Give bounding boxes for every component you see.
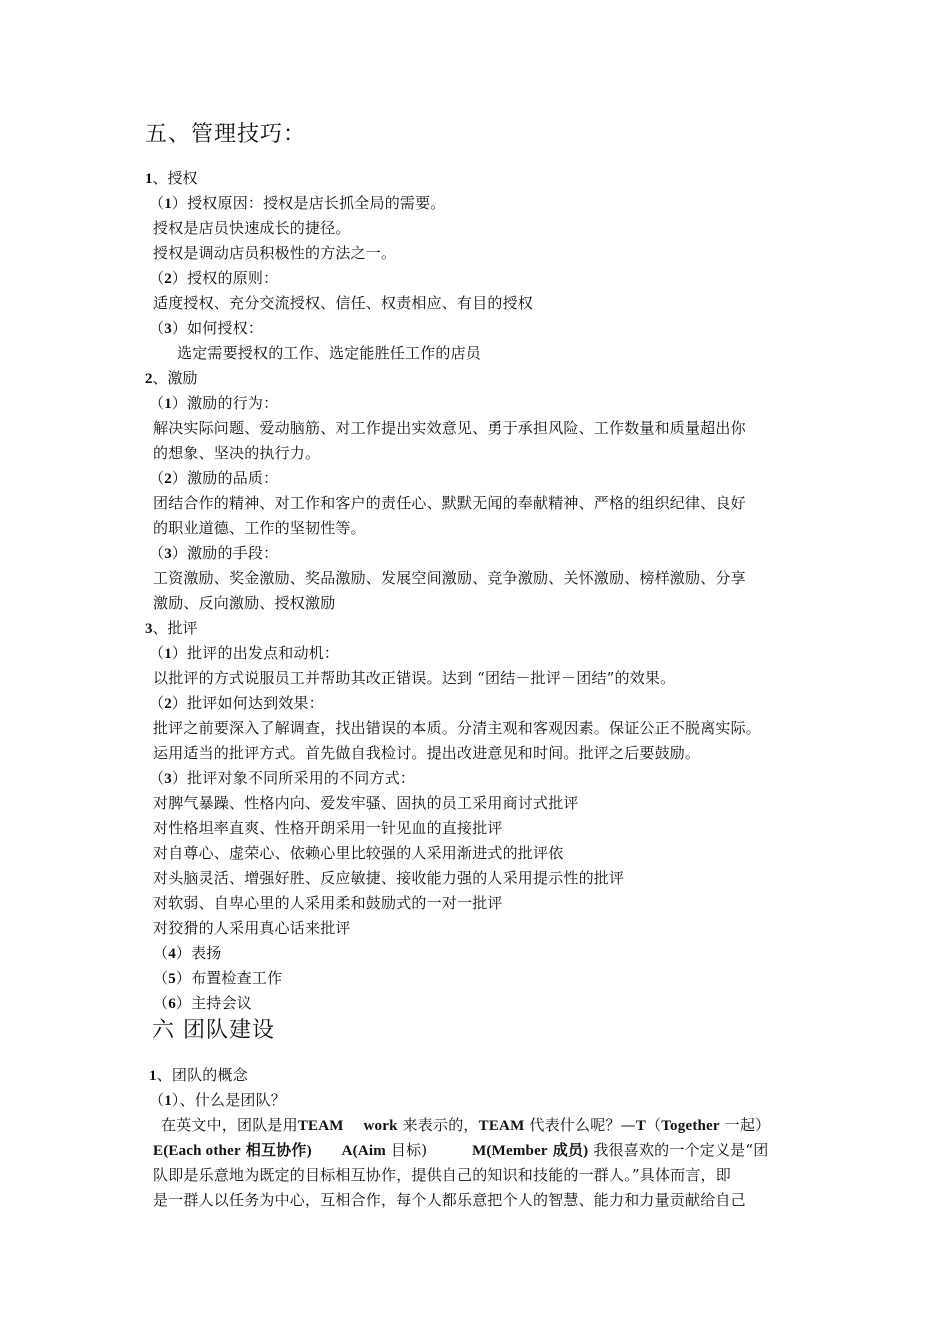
- text-line: 激励、反向激励、授权激励: [153, 594, 336, 612]
- text-run: 在英文中，团队是用: [161, 1116, 298, 1134]
- item-text: 主持会议: [191, 994, 252, 1012]
- text-line: （1）激励的行为：: [149, 394, 279, 412]
- item-number: 2: [164, 696, 172, 712]
- text-line: 的想象、坚决的执行力。: [153, 444, 321, 462]
- text-run: （: [646, 1116, 662, 1134]
- text-line: （2）激励的品质：: [149, 469, 279, 487]
- subsection-number: 2: [145, 371, 153, 387]
- subsection-title: 、批评: [152, 619, 198, 637]
- text-run: 我很喜欢的一个定义是“团: [593, 1141, 769, 1159]
- text-line: （2）授权的原则：: [149, 269, 279, 287]
- item-text: 布置检查工作: [191, 969, 283, 987]
- item-text: 批评如何达到效果：: [187, 694, 324, 712]
- subsection-title: 、授权: [152, 169, 198, 187]
- text-run-bold: work: [363, 1118, 398, 1134]
- item-text: 激励的品质：: [187, 469, 279, 487]
- item-number: 3: [164, 321, 172, 337]
- text-line: （3）批评对象不同所采用的不同方式：: [149, 769, 416, 787]
- text-line: 对自尊心、虚荣心、依赖心里比较强的人采用渐进式的批评依: [153, 844, 564, 862]
- text-line: （4）表扬: [153, 944, 222, 962]
- text-run: 一起）: [724, 1116, 771, 1134]
- text-line: 对性格坦率直爽、性格开朗采用一针见血的直接批评: [153, 819, 503, 837]
- text-line: （6）主持会议: [153, 994, 252, 1012]
- item-text: 授权原因：授权是店长抓全局的需要。: [187, 194, 446, 212]
- text-line: 解决实际问题、爱动脑筋、对工作提出实效意见、勇于承担风险、工作数量和质量超出你: [153, 419, 746, 437]
- item-number: 3: [164, 771, 172, 787]
- subsection-2-heading: [145, 368, 198, 389]
- text-line: 批评之前要深入了解调查，找出错误的本质。分清主观和客观因素。保证公正不脱离实际。: [153, 719, 762, 737]
- text-run-bold: T: [635, 1118, 647, 1134]
- item-number: 3: [164, 546, 172, 562]
- paragraph-line: 队即是乐意地为既定的目标相互协作，提供自己的知识和技能的一群人。”具体而言，即: [153, 1166, 731, 1184]
- text-run: 来表示的，: [402, 1116, 479, 1134]
- text-line: （3）激励的手段：: [149, 544, 279, 562]
- item-number: 1: [164, 646, 172, 662]
- subsection-number: 1: [145, 171, 153, 187]
- paragraph-line: 是一群人以任务为中心，互相合作，每个人都乐意把个人的智慧、能力和力量贡献给自己: [153, 1191, 746, 1209]
- text-line: 适度授权、充分交流授权、信任、权责相应、有目的授权: [153, 294, 534, 312]
- item-number: 5: [168, 971, 176, 987]
- text-line: （3）如何授权：: [149, 319, 264, 337]
- section-5-heading: 五、管理技巧：: [145, 122, 307, 147]
- item-number: 4: [168, 946, 176, 962]
- paragraph-line: [161, 1115, 770, 1136]
- text-line: （2）批评如何达到效果：: [149, 694, 324, 712]
- text-line: 选定需要授权的工作、选定能胜任工作的店员: [177, 344, 482, 362]
- text-line: 的职业道德、工作的坚韧性等。: [153, 519, 366, 537]
- text-line: （1）、什么是团队？: [149, 1091, 287, 1109]
- subsection-number: 1: [149, 1068, 157, 1084]
- item-text: 批评对象不同所采用的不同方式：: [187, 769, 416, 787]
- item-text: 批评的出发点和动机：: [187, 644, 340, 662]
- item-text: 授权的原则：: [187, 269, 279, 287]
- text-line: 团结合作的精神、对工作和客户的责任心、默默无闻的奉献精神、严格的组织纪律、良好: [153, 494, 746, 512]
- text-run: 代表什么呢？—: [529, 1116, 636, 1134]
- item-text: 激励的行为：: [187, 394, 279, 412]
- section-6-heading: 六 团队建设: [152, 1018, 275, 1043]
- text-line: 对头脑灵活、增强好胜、反应敏捷、接收能力强的人采用提示性的批评: [153, 869, 625, 887]
- item-number: 2: [164, 271, 172, 287]
- text-line: （1）批评的出发点和动机：: [149, 644, 340, 662]
- text-line: 授权是调动店员积极性的方法之一。: [153, 244, 397, 262]
- item-number: 1: [164, 1093, 172, 1109]
- text-run-bold: A(Aim: [341, 1143, 386, 1159]
- text-run-bold: 成员): [552, 1143, 589, 1159]
- item-number: 1: [164, 196, 172, 212]
- subsection-1-heading: [149, 1065, 248, 1086]
- text-line: 对软弱、自卑心里的人采用柔和鼓励式的一对一批评: [153, 894, 503, 912]
- text-line: （1）授权原因：授权是店长抓全局的需要。: [149, 194, 446, 212]
- subsection-title: 、团队的概念: [156, 1066, 248, 1084]
- text-run-bold: Together: [661, 1118, 720, 1134]
- text-line: 运用适当的批评方式。首先做自我检讨。提出改进意见和时间。批评之后要鼓励。: [153, 744, 701, 762]
- paragraph-line: [153, 1140, 768, 1161]
- subsection-title: 、激励: [152, 369, 198, 387]
- text-line: 工资激励、奖金激励、奖品激励、发展空间激励、竞争激励、关怀激励、榜样激励、分享: [153, 569, 746, 587]
- subsection-1-heading: [145, 168, 198, 189]
- subsection-3-heading: [145, 618, 198, 639]
- text-run-bold: TEAM: [297, 1118, 344, 1134]
- text-line: 对狡猾的人采用真心话来批评: [153, 919, 351, 937]
- text-run-bold: TEAM: [478, 1118, 525, 1134]
- text-run: 目标): [390, 1141, 428, 1159]
- text-line: 授权是店员快速成长的捷径。: [153, 219, 351, 237]
- item-number: 6: [168, 996, 176, 1012]
- item-text: 表扬: [191, 944, 222, 962]
- item-number: 1: [164, 396, 172, 412]
- item-text: 激励的手段：: [187, 544, 279, 562]
- item-text: 如何授权：: [187, 319, 264, 337]
- subsection-number: 3: [145, 621, 153, 637]
- item-text: 、什么是团队？: [179, 1091, 287, 1109]
- text-run-bold: M(Member: [472, 1143, 548, 1159]
- item-number: 2: [164, 471, 172, 487]
- text-line: 对脾气暴躁、性格内向、爱发牢骚、固执的员工采用商讨式批评: [153, 794, 579, 812]
- text-run-bold: E(Each other: [153, 1143, 241, 1159]
- text-run-bold: 相互协作): [245, 1143, 312, 1159]
- text-line: 以批评的方式说服员工并帮助其改正错误。达到 “团结－批评－团结”的效果。: [153, 669, 676, 687]
- text-line: （5）布置检查工作: [153, 969, 283, 987]
